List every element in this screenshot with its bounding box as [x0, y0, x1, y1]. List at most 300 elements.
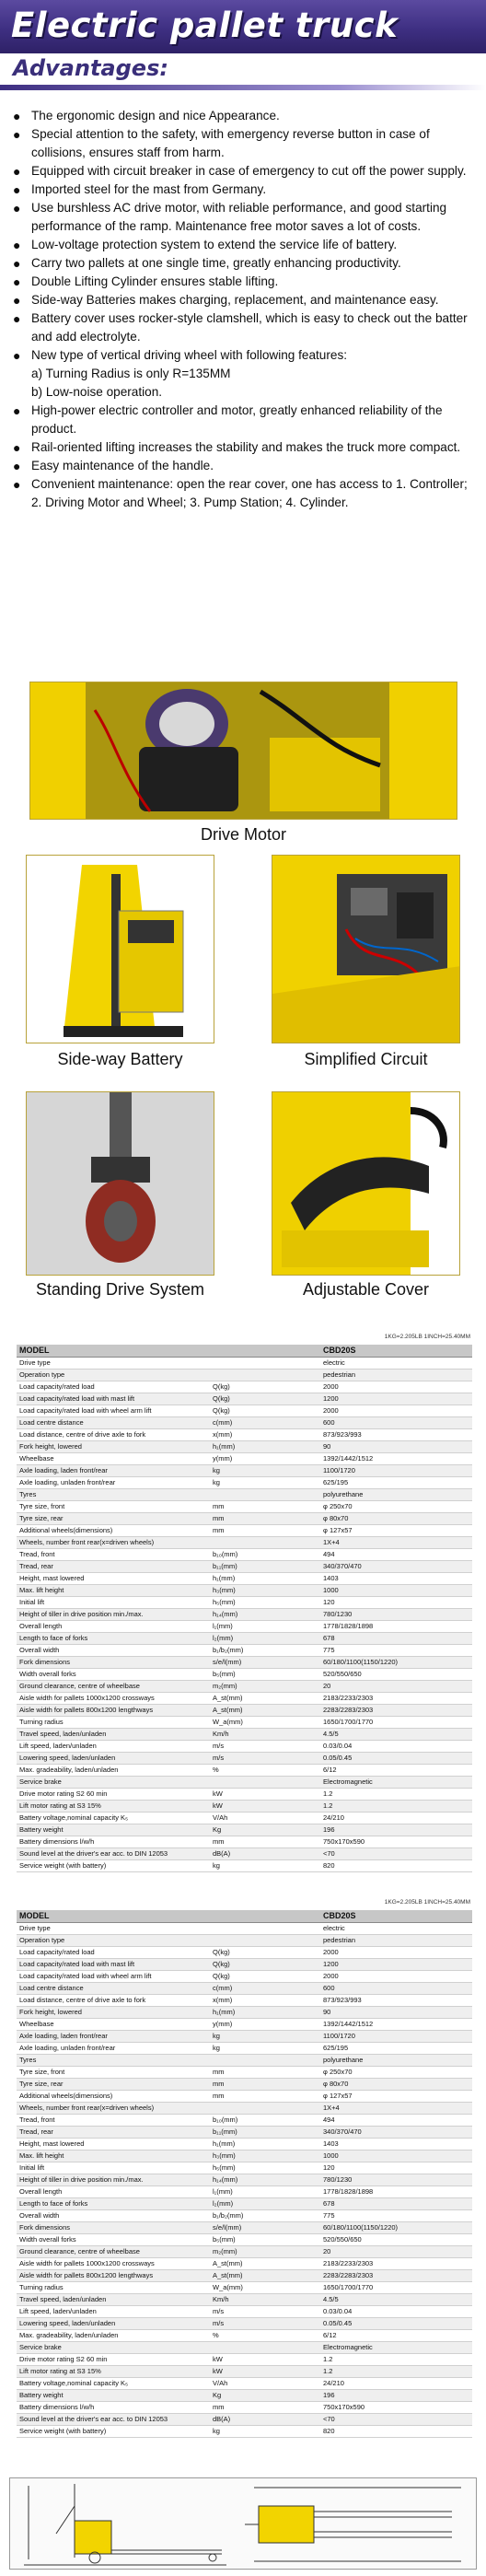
spec-unit: h₁₄(mm)	[210, 1608, 320, 1620]
spec-unit: mm	[210, 2401, 320, 2413]
spec-unit: %	[210, 2329, 320, 2341]
spec-parameter: Tread, rear	[17, 1560, 210, 1572]
bullet-icon: ●	[13, 127, 21, 142]
spec-parameter: Fork dimensions	[17, 2221, 210, 2233]
advantage-text: Convenient maintenance: open the rear cover, one has access to 1. Controller; 2. Driving Motor and Wheel; 3. Pump Station; 4. Cylinder.	[31, 477, 468, 509]
spec-row	[17, 1644, 472, 1656]
spec-parameter: Overall length	[17, 2186, 210, 2197]
spec-row	[17, 1704, 472, 1716]
spec-unit: A_st(mm)	[210, 1704, 320, 1716]
spec-unit: h₁(mm)	[210, 2006, 320, 2018]
spec-unit: s/e/l(mm)	[210, 2221, 320, 2233]
bullet-icon: ●	[13, 477, 21, 492]
adjustable-cover-photo	[272, 1091, 460, 1276]
advantage-text: Special attention to the safety, with emergency reverse button in case of collisions, ensures staff from harm.	[31, 127, 430, 159]
spec-parameter: Overall width	[17, 2209, 210, 2221]
spec-value: 1200	[320, 1958, 472, 1970]
spec-parameter: Axle loading, laden front/rear	[17, 2030, 210, 2042]
truck-line-drawing	[10, 2478, 476, 2569]
spec-row	[17, 1946, 472, 1958]
spec-unit	[210, 2102, 320, 2114]
spec-row	[17, 1476, 472, 1488]
advantage-text: Use burshless AC drive motor, with reliable performance, and good starting performance of the ramp. Maintenance free motor saves a lot of costs.	[31, 201, 447, 233]
spec-parameter: Height, mast lowered	[17, 1572, 210, 1584]
spec-parameter: Height of tiller in drive position min./max.	[17, 2174, 210, 2186]
spec-unit: kg	[210, 1476, 320, 1488]
spec-unit: kW	[210, 1800, 320, 1812]
spec-row	[17, 1452, 472, 1464]
spec-parameter: Load capacity/rated load	[17, 1946, 210, 1958]
spec-value: 750x170x590	[320, 1836, 472, 1847]
bullet-icon: ●	[13, 274, 21, 289]
standing-drive-photo	[26, 1091, 214, 1276]
spec-value: 750x170x590	[320, 2401, 472, 2413]
spec-value: 2283/2283/2303	[320, 1704, 472, 1716]
spec-unit: kg	[210, 1464, 320, 1476]
spec-row	[17, 2018, 472, 2030]
spec-parameter: Tread, rear	[17, 2126, 210, 2138]
spec-unit: W_a(mm)	[210, 1716, 320, 1728]
bullet-icon: ●	[13, 440, 21, 455]
spec-unit: l₂(mm)	[210, 2197, 320, 2209]
spec-parameter: Axle loading, unladen front/rear	[17, 2042, 210, 2054]
spec-value: 494	[320, 1548, 472, 1560]
spec-parameter: Load capacity/rated load with mast lift	[17, 1958, 210, 1970]
spec-row	[17, 1847, 472, 1859]
spec-parameter: Service brake	[17, 1776, 210, 1788]
spec-parameter: Initial lift	[17, 1596, 210, 1608]
spec-value: polyurethane	[320, 2054, 472, 2066]
spec-value: 0.05/0.45	[320, 2317, 472, 2329]
spec-parameter: Travel speed, laden/unladen	[17, 1728, 210, 1740]
spec-value: 1403	[320, 1572, 472, 1584]
spec-header-model: MODEL	[17, 1345, 210, 1357]
spec-parameter: Wheelbase	[17, 2018, 210, 2030]
spec-value: 1.2	[320, 2365, 472, 2377]
spec-unit: mm	[210, 2090, 320, 2102]
spec-value: electric	[320, 1357, 472, 1369]
spec-value: 0.03/0.04	[320, 2305, 472, 2317]
spec-value: 24/210	[320, 1812, 472, 1824]
spec-parameter: Additional wheels(dimensions)	[17, 1524, 210, 1536]
spec-value: 1778/1828/1898	[320, 2186, 472, 2197]
spec-parameter: Load capacity/rated load	[17, 1381, 210, 1393]
spec-value: 2000	[320, 1405, 472, 1416]
spec-header-value: CBD20S	[320, 1910, 472, 1922]
side-battery-caption: Side-way Battery	[57, 1050, 183, 1068]
drive-motor-illustration	[30, 682, 457, 820]
spec-unit: kW	[210, 1788, 320, 1800]
spec-row	[17, 1994, 472, 2006]
spec-parameter: Travel speed, laden/unladen	[17, 2293, 210, 2305]
spec-parameter: Ground clearance, centre of wheelbase	[17, 1680, 210, 1692]
spec-unit: c(mm)	[210, 1982, 320, 1994]
bullet-icon: ●	[13, 293, 21, 308]
advantage-item	[13, 291, 480, 309]
spec-value: 1650/1700/1770	[320, 2281, 472, 2293]
spec-parameter: Tyre size, rear	[17, 1512, 210, 1524]
simplified-circuit-caption: Simplified Circuit	[304, 1050, 428, 1068]
simplified-circuit-illustration	[272, 856, 460, 1043]
spec-value: polyurethane	[320, 1488, 472, 1500]
spec-parameter: Load capacity/rated load with wheel arm lift	[17, 1970, 210, 1982]
spec-unit: l₂(mm)	[210, 1632, 320, 1644]
spec-value: 625/195	[320, 2042, 472, 2054]
spec-parameter: Load distance, centre of drive axle to fork	[17, 1428, 210, 1440]
spec-unit: A_st(mm)	[210, 2257, 320, 2269]
bullet-icon: ●	[13, 201, 21, 216]
spec-parameter: Tyre size, front	[17, 1500, 210, 1512]
spec-parameter: Turning radius	[17, 2281, 210, 2293]
spec-parameter: Initial lift	[17, 2162, 210, 2174]
spec-unit: m/s	[210, 2305, 320, 2317]
spec-parameter: Length to face of forks	[17, 2197, 210, 2209]
spec-row	[17, 2006, 472, 2018]
spec-parameter: Lowering speed, laden/unladen	[17, 1752, 210, 1764]
spec-value: 2000	[320, 1381, 472, 1393]
bullet-icon: ●	[13, 109, 21, 123]
spec-parameter: Wheels, number front rear(x=driven wheels)	[17, 1536, 210, 1548]
spec-unit: Km/h	[210, 2293, 320, 2305]
spec-value: 120	[320, 2162, 472, 2174]
spec-parameter: Aisle width for pallets 800x1200 lengthways	[17, 2269, 210, 2281]
spec-value: 625/195	[320, 1476, 472, 1488]
spec-parameter: Wheels, number front rear(x=driven wheels)	[17, 2102, 210, 2114]
spec-value: 24/210	[320, 2377, 472, 2389]
spec-parameter: Battery dimensions l/w/h	[17, 1836, 210, 1847]
spec-value: 1000	[320, 2150, 472, 2162]
spec-unit: Kg	[210, 1824, 320, 1836]
spec-value: 678	[320, 2197, 472, 2209]
spec-parameter: Drive motor rating S2 60 min	[17, 1788, 210, 1800]
spec-table-1	[17, 1334, 472, 1905]
spec-unit: b₁₁(mm)	[210, 2126, 320, 2138]
spec-unit: b₅(mm)	[210, 1668, 320, 1680]
advantages-heading: Advantages:	[13, 55, 168, 81]
spec-unit: mm	[210, 1836, 320, 1847]
spec-row	[17, 1752, 472, 1764]
spec-unit: dB(A)	[210, 1847, 320, 1859]
spec-row	[17, 2162, 472, 2174]
spec-unit: h₅(mm)	[210, 2162, 320, 2174]
spec-parameter: Load capacity/rated load with mast lift	[17, 1393, 210, 1405]
spec-value: 2183/2233/2303	[320, 1692, 472, 1704]
spec-row	[17, 1632, 472, 1644]
spec-parameter: Tyre size, rear	[17, 2078, 210, 2090]
spec-value: 520/550/650	[320, 1668, 472, 1680]
advantage-item	[13, 254, 480, 273]
spec-row	[17, 1512, 472, 1524]
spec-row	[17, 2042, 472, 2054]
spec-unit: s/e/l(mm)	[210, 1656, 320, 1668]
advantage-item	[13, 125, 480, 162]
adjustable-cover-illustration	[272, 1092, 460, 1276]
spec-unit: V/Ah	[210, 2377, 320, 2389]
spec-parameter: Load centre distance	[17, 1416, 210, 1428]
spec-parameter: Fork height, lowered	[17, 2006, 210, 2018]
spec-row	[17, 2425, 472, 2437]
spec-value: 2183/2233/2303	[320, 2257, 472, 2269]
spec-value: 4.5/5	[320, 1728, 472, 1740]
standing-drive-illustration	[27, 1092, 214, 1276]
spec-value: 1200	[320, 1393, 472, 1405]
bullet-icon: ●	[13, 164, 21, 179]
advantage-item	[13, 181, 480, 199]
spec-value: electric	[320, 1922, 472, 1934]
spec-unit: kW	[210, 2365, 320, 2377]
spec-unit: W_a(mm)	[210, 2281, 320, 2293]
advantage-text: Battery cover uses rocker-style clamshell, which is easy to check out the batter and add electrolyte.	[31, 311, 468, 344]
spec-unit: mm	[210, 1500, 320, 1512]
spec-value: 520/550/650	[320, 2233, 472, 2245]
spec-parameter: Battery voltage,nominal capacity K₅	[17, 1812, 210, 1824]
spec-value: pedestrian	[320, 1369, 472, 1381]
spec-value: <70	[320, 1847, 472, 1859]
spec-unit: m/s	[210, 2317, 320, 2329]
advantages-list	[13, 107, 480, 512]
spec-value: 2000	[320, 1970, 472, 1982]
spec-row	[17, 1764, 472, 1776]
bullet-icon: ●	[13, 459, 21, 473]
spec-unit: dB(A)	[210, 2413, 320, 2425]
spec-unit: mm	[210, 2066, 320, 2078]
spec-parameter: Overall length	[17, 1620, 210, 1632]
spec-value: 1392/1442/1512	[320, 2018, 472, 2030]
spec-parameter: Load distance, centre of drive axle to fork	[17, 1994, 210, 2006]
spec-row	[17, 1357, 472, 1369]
spec-parameter: Tyres	[17, 1488, 210, 1500]
spec-row	[17, 1776, 472, 1788]
title-banner	[0, 0, 486, 53]
spec-value: 60/180/1100(1150/1220)	[320, 2221, 472, 2233]
spec-unit	[210, 1357, 320, 1369]
simplified-circuit-photo	[272, 855, 460, 1043]
spec-table-body	[17, 1922, 472, 2437]
spec-parameter: Aisle width for pallets 800x1200 lengthways	[17, 1704, 210, 1716]
spec-value: 1000	[320, 1584, 472, 1596]
spec-value: φ 80x70	[320, 1512, 472, 1524]
spec-unit: l₁(mm)	[210, 1620, 320, 1632]
spec-table-body	[17, 1357, 472, 1871]
spec-parameter: Fork height, lowered	[17, 1440, 210, 1452]
spec-unit: kW	[210, 2353, 320, 2365]
spec-parameter: Service brake	[17, 2341, 210, 2353]
spec-value: 600	[320, 1416, 472, 1428]
spec-value: φ 80x70	[320, 2078, 472, 2090]
spec-table-2	[17, 1899, 472, 2470]
spec-row	[17, 2126, 472, 2138]
spec-row	[17, 1922, 472, 1934]
spec-row	[17, 1788, 472, 1800]
spec-header-value: CBD20S	[320, 1345, 472, 1357]
spec-unit: kg	[210, 2042, 320, 2054]
spec-parameter: Lowering speed, laden/unladen	[17, 2317, 210, 2329]
bullet-icon: ●	[13, 182, 21, 197]
spec-header-row	[17, 1910, 472, 1922]
spec-row	[17, 2341, 472, 2353]
spec-unit: b₁/b₂(mm)	[210, 1644, 320, 1656]
spec-parameter: Aisle width for pallets 1000x1200 crossways	[17, 1692, 210, 1704]
spec-value: 775	[320, 1644, 472, 1656]
spec-value: 600	[320, 1982, 472, 1994]
spec-unit: kg	[210, 2425, 320, 2437]
spec-value: Electromagnetic	[320, 1776, 472, 1788]
spec-row	[17, 1416, 472, 1428]
spec-unit: mm	[210, 2078, 320, 2090]
spec-parameter: Sound level at the driver's ear acc. to DIN 12053	[17, 2413, 210, 2425]
spec-table-grid	[17, 1345, 472, 1872]
spec-parameter: Aisle width for pallets 1000x1200 crossways	[17, 2257, 210, 2269]
advantage-item	[13, 402, 480, 438]
spec-parameter: Battery dimensions l/w/h	[17, 2401, 210, 2413]
spec-row	[17, 1488, 472, 1500]
side-battery-photo	[26, 855, 214, 1043]
spec-parameter: Lift motor rating at S3 15%	[17, 2365, 210, 2377]
spec-value: φ 127x57	[320, 1524, 472, 1536]
spec-unit: b₅(mm)	[210, 2233, 320, 2245]
spec-header-row	[17, 1345, 472, 1357]
bullet-icon: ●	[13, 348, 21, 363]
adjustable-cover-caption: Adjustable Cover	[302, 1280, 430, 1299]
spec-parameter: Service weight (with battery)	[17, 2425, 210, 2437]
advantage-item	[13, 162, 480, 181]
spec-value: 196	[320, 1824, 472, 1836]
spec-unit: %	[210, 1764, 320, 1776]
spec-parameter: Load capacity/rated load with wheel arm lift	[17, 1405, 210, 1416]
advantage-text: Equipped with circuit breaker in case of emergency to cut off the power supply.	[31, 164, 467, 178]
spec-parameter: Service weight (with battery)	[17, 1859, 210, 1871]
spec-parameter: Tread, front	[17, 2114, 210, 2126]
spec-unit: c(mm)	[210, 1416, 320, 1428]
spec-unit: y(mm)	[210, 2018, 320, 2030]
spec-parameter: Max. lift height	[17, 1584, 210, 1596]
spec-value: 6/12	[320, 1764, 472, 1776]
spec-row	[17, 1393, 472, 1405]
advantage-text: Side-way Batteries makes charging, replacement, and maintenance easy.	[31, 293, 439, 307]
spec-row	[17, 1584, 472, 1596]
dimension-drawings	[9, 2477, 477, 2570]
spec-unit: h₁(mm)	[210, 1572, 320, 1584]
spec-unit: Q(kg)	[210, 1393, 320, 1405]
spec-value: Electromagnetic	[320, 2341, 472, 2353]
spec-row	[17, 1824, 472, 1836]
spec-parameter: Battery voltage,nominal capacity K₅	[17, 2377, 210, 2389]
spec-value: 1100/1720	[320, 1464, 472, 1476]
spec-row	[17, 2293, 472, 2305]
spec-value: φ 250x70	[320, 1500, 472, 1512]
spec-parameter: Max. gradeability, laden/unladen	[17, 2329, 210, 2341]
spec-value: 820	[320, 1859, 472, 1871]
spec-value: 1650/1700/1770	[320, 1716, 472, 1728]
spec-unit: m/s	[210, 1752, 320, 1764]
spec-value: 780/1230	[320, 2174, 472, 2186]
spec-unit	[210, 1922, 320, 1934]
spec-unit: kg	[210, 1859, 320, 1871]
spec-row	[17, 1716, 472, 1728]
standing-drive-caption: Standing Drive System	[35, 1280, 205, 1299]
spec-row	[17, 2389, 472, 2401]
spec-value: 1100/1720	[320, 2030, 472, 2042]
advantage-item	[13, 475, 480, 512]
spec-unit: kg	[210, 2030, 320, 2042]
bullet-icon: ●	[13, 311, 21, 326]
spec-parameter: Battery weight	[17, 1824, 210, 1836]
spec-value: 1778/1828/1898	[320, 1620, 472, 1632]
advantage-item	[13, 236, 480, 254]
spec-unit: x(mm)	[210, 1994, 320, 2006]
drive-motor-caption: Drive Motor	[200, 825, 286, 844]
spec-parameter: Tyres	[17, 2054, 210, 2066]
spec-value: 780/1230	[320, 1608, 472, 1620]
spec-unit: A_st(mm)	[210, 2269, 320, 2281]
spec-value: 340/370/470	[320, 1560, 472, 1572]
spec-unit	[210, 1369, 320, 1381]
spec-unit: m₂(mm)	[210, 1680, 320, 1692]
spec-unit: y(mm)	[210, 1452, 320, 1464]
spec-unit: b₁₀(mm)	[210, 1548, 320, 1560]
spec-row	[17, 2090, 472, 2102]
spec-row	[17, 2138, 472, 2150]
spec-parameter: Lift speed, laden/unladen	[17, 2305, 210, 2317]
spec-row	[17, 1572, 472, 1584]
spec-row	[17, 1548, 472, 1560]
spec-row	[17, 2114, 472, 2126]
spec-value: 0.05/0.45	[320, 1752, 472, 1764]
spec-parameter: Battery weight	[17, 2389, 210, 2401]
bullet-icon: ●	[13, 256, 21, 271]
spec-row	[17, 2186, 472, 2197]
spec-unit: Q(kg)	[210, 1946, 320, 1958]
spec-row	[17, 2329, 472, 2341]
spec-value: 2283/2283/2303	[320, 2269, 472, 2281]
spec-unit: h₁(mm)	[210, 1440, 320, 1452]
spec-value: <70	[320, 2413, 472, 2425]
spec-header-unit	[210, 1345, 320, 1357]
spec-value: 120	[320, 1596, 472, 1608]
spec-unit	[210, 1536, 320, 1548]
spec-unit	[210, 2054, 320, 2066]
spec-parameter: Operation type	[17, 1369, 210, 1381]
spec-row	[17, 1859, 472, 1871]
spec-unit: h₁(mm)	[210, 2138, 320, 2150]
spec-row	[17, 1934, 472, 1946]
bullet-icon: ●	[13, 238, 21, 252]
advantage-text: New type of vertical driving wheel with following features:	[31, 348, 348, 362]
spec-parameter: Tyre size, front	[17, 2066, 210, 2078]
spec-parameter: Overall width	[17, 1644, 210, 1656]
spec-row	[17, 1405, 472, 1416]
spec-unit: m/s	[210, 1740, 320, 1752]
spec-value: 775	[320, 2209, 472, 2221]
page-title: Electric pallet truck	[11, 6, 399, 45]
advantages-section	[0, 0, 486, 635]
spec-unit: l₁(mm)	[210, 2186, 320, 2197]
advantage-text: Easy maintenance of the handle.	[31, 459, 214, 472]
spec-row	[17, 2305, 472, 2317]
spec-row	[17, 1620, 472, 1632]
spec-unit: x(mm)	[210, 1428, 320, 1440]
spec-row	[17, 1970, 472, 1982]
spec-row	[17, 1812, 472, 1824]
spec-row	[17, 2030, 472, 2042]
spec-row	[17, 2197, 472, 2209]
spec-value: 1.2	[320, 1788, 472, 1800]
spec-row	[17, 2377, 472, 2389]
spec-parameter: Lift speed, laden/unladen	[17, 1740, 210, 1752]
spec-row	[17, 2174, 472, 2186]
spec-row	[17, 1800, 472, 1812]
drive-motor-photo	[29, 682, 457, 820]
